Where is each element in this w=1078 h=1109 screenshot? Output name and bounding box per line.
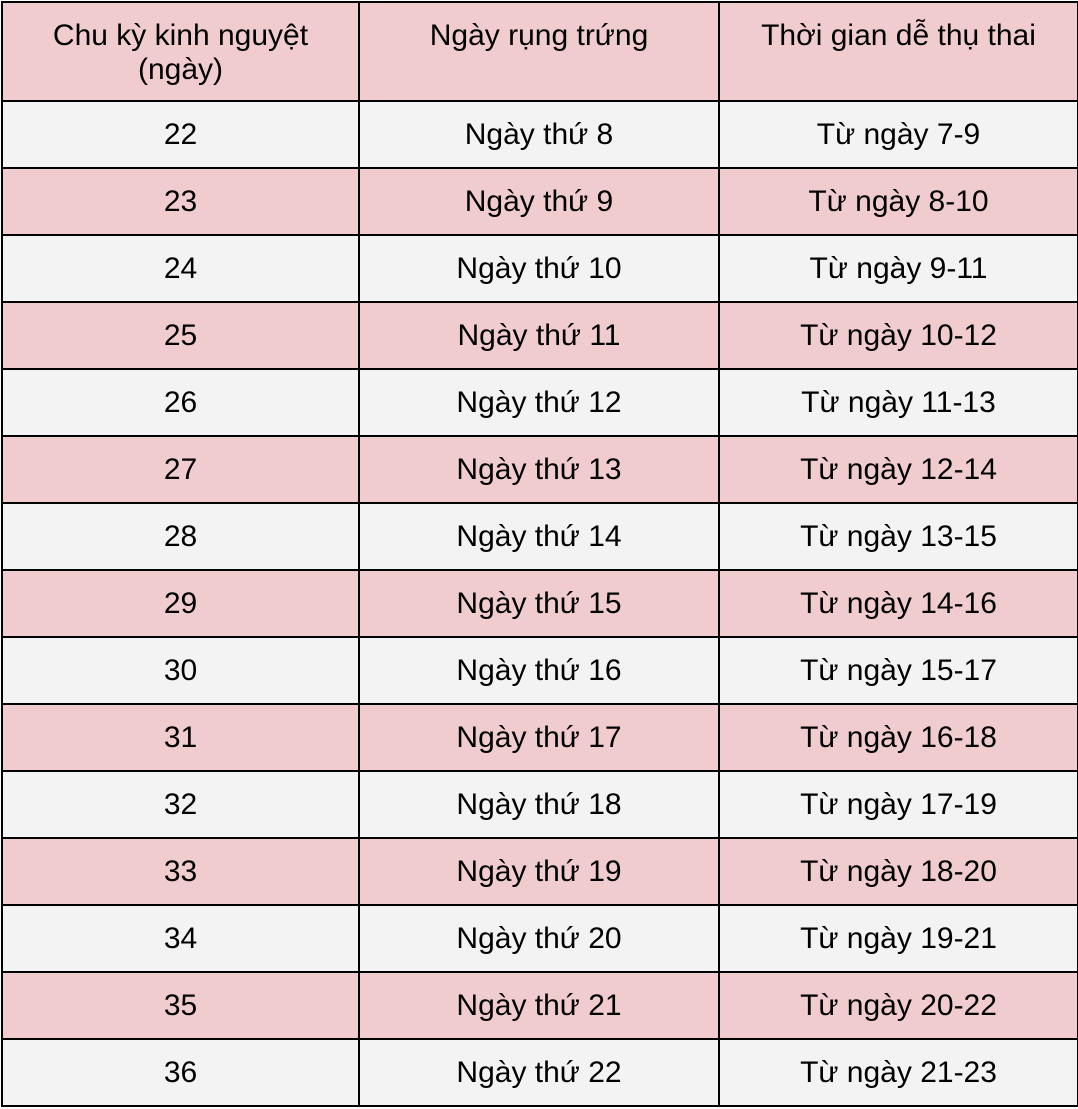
table-row <box>2 838 1078 905</box>
cycle-length-cell: 28 <box>2 503 359 570</box>
cycle-length-cell: 31 <box>2 704 359 771</box>
table-body <box>2 101 1078 1106</box>
table-row <box>2 503 1078 570</box>
fertile-window-cell: Từ ngày 7-9 <box>719 101 1078 168</box>
fertile-window-cell: Từ ngày 17-19 <box>719 771 1078 838</box>
ovulation-day-cell: Ngày thứ 20 <box>359 905 719 972</box>
cycle-length-cell: 33 <box>2 838 359 905</box>
header-fertile-window: Thời gian dễ thụ thai <box>719 2 1078 101</box>
ovulation-day-cell: Ngày thứ 9 <box>359 168 719 235</box>
table-row <box>2 905 1078 972</box>
ovulation-day-cell: Ngày thứ 8 <box>359 101 719 168</box>
ovulation-day-cell: Ngày thứ 13 <box>359 436 719 503</box>
ovulation-day-cell: Ngày thứ 10 <box>359 235 719 302</box>
cycle-length-cell: 23 <box>2 168 359 235</box>
fertile-window-cell: Từ ngày 19-21 <box>719 905 1078 972</box>
fertile-window-cell: Từ ngày 20-22 <box>719 972 1078 1039</box>
cycle-length-cell: 30 <box>2 637 359 704</box>
table-row <box>2 168 1078 235</box>
fertile-window-cell: Từ ngày 13-15 <box>719 503 1078 570</box>
cycle-length-cell: 29 <box>2 570 359 637</box>
ovulation-day-cell: Ngày thứ 16 <box>359 637 719 704</box>
fertile-window-cell: Từ ngày 8-10 <box>719 168 1078 235</box>
ovulation-day-cell: Ngày thứ 22 <box>359 1039 719 1106</box>
cycle-length-cell: 36 <box>2 1039 359 1106</box>
table-row <box>2 436 1078 503</box>
cycle-length-cell: 22 <box>2 101 359 168</box>
ovulation-day-cell: Ngày thứ 21 <box>359 972 719 1039</box>
fertile-window-cell: Từ ngày 12-14 <box>719 436 1078 503</box>
fertility-table <box>1 1 1078 1107</box>
ovulation-day-cell: Ngày thứ 14 <box>359 503 719 570</box>
header-row <box>2 2 1078 101</box>
table-row <box>2 302 1078 369</box>
table-row <box>2 570 1078 637</box>
table-row <box>2 1039 1078 1106</box>
cycle-length-cell: 25 <box>2 302 359 369</box>
fertile-window-cell: Từ ngày 21-23 <box>719 1039 1078 1106</box>
cycle-length-cell: 24 <box>2 235 359 302</box>
header-cycle-length <box>2 2 359 101</box>
table-row <box>2 972 1078 1039</box>
ovulation-day-cell: Ngày thứ 11 <box>359 302 719 369</box>
header-ovulation-day: Ngày rụng trứng <box>359 2 719 101</box>
fertile-window-cell: Từ ngày 11-13 <box>719 369 1078 436</box>
ovulation-day-cell: Ngày thứ 15 <box>359 570 719 637</box>
cycle-length-cell: 32 <box>2 771 359 838</box>
fertile-window-cell: Từ ngày 18-20 <box>719 838 1078 905</box>
table-row <box>2 369 1078 436</box>
header-cycle-length-line1: Chu kỳ kinh nguyệt <box>52 19 309 52</box>
cycle-length-cell: 26 <box>2 369 359 436</box>
table-row <box>2 704 1078 771</box>
cycle-length-cell: 35 <box>2 972 359 1039</box>
cycle-length-cell: 27 <box>2 436 359 503</box>
ovulation-day-cell: Ngày thứ 12 <box>359 369 719 436</box>
ovulation-day-cell: Ngày thứ 19 <box>359 838 719 905</box>
table-row <box>2 771 1078 838</box>
fertile-window-cell: Từ ngày 14-16 <box>719 570 1078 637</box>
fertile-window-cell: Từ ngày 10-12 <box>719 302 1078 369</box>
header-cycle-length-line2: (ngày) <box>137 53 224 86</box>
table-row <box>2 637 1078 704</box>
fertile-window-cell: Từ ngày 15-17 <box>719 637 1078 704</box>
fertile-window-cell: Từ ngày 9-11 <box>719 235 1078 302</box>
table-row <box>2 235 1078 302</box>
cycle-length-cell: 34 <box>2 905 359 972</box>
ovulation-day-cell: Ngày thứ 18 <box>359 771 719 838</box>
ovulation-day-cell: Ngày thứ 17 <box>359 704 719 771</box>
table-row <box>2 101 1078 168</box>
fertile-window-cell: Từ ngày 16-18 <box>719 704 1078 771</box>
